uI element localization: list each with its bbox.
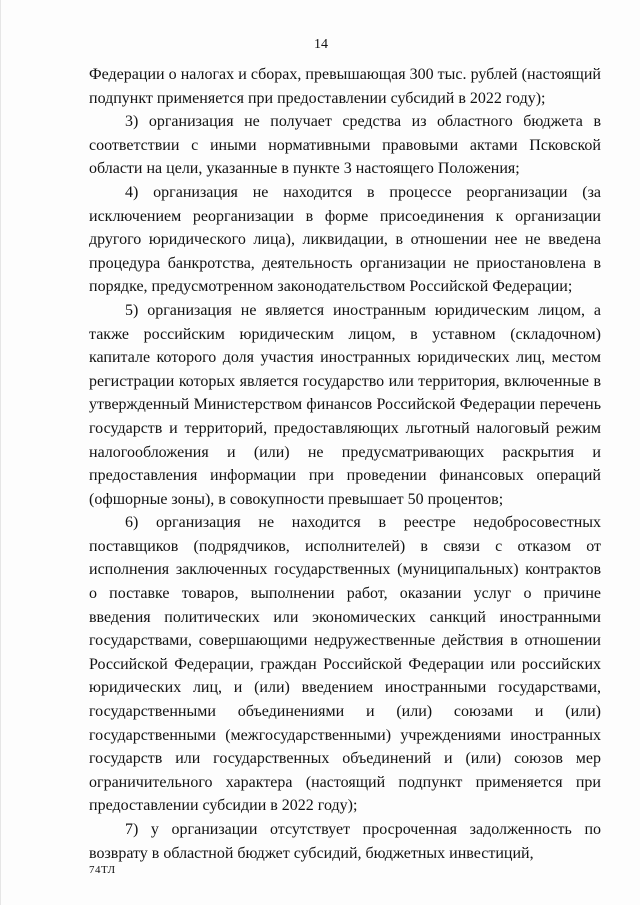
paragraph-item-5: 5) организация не является иностранным юридическим лицом, а также российским юридическим лицом, в уставном (складочном) капитале которого доля участия иностранных юридических лиц, местом регистрации которых является государство или территория, включенные в утвержденный Министерством финансов Российской Федерации перечень государств и территорий, предоставляющих льготный налоговый режим налогообложения и (или) не предусматривающих раскрытия и предоставления информации при проведении финансовых операций (офшорные зоны), в совокупности превышает 50 процентов; xyxy=(89,301,601,508)
paragraph-item-4: 4) организация не находится в процессе реорганизации (за исключением реорганизации в форме присоединения к организации другого юридического лица), ликвидации, в отношении нее не введена процедура банкротства, деятельность организации не приостановлена в порядке, предусмотренном законодательством Российской Федерации; xyxy=(89,183,601,296)
paragraph-item-3: 3) организация не получает средства из областного бюджета в соответствии с иными нормативными правовыми актами Псковской области на цели, указанные в пункте 3 настоящего Положения; xyxy=(89,113,601,178)
paragraph-item-6: 6) организация не находится в реестре недобросовестных поставщиков (подрядчиков, исполнителей) в связи с отказом от исполнения заключенных государственных (муниципальных) контрактов о поставке товаров, выполнении работ, оказании услуг о причине введения политических или экономических санкций иностранными государствами, совершающими недружественные действия в отношении Российской Федерации, граждан Российской Федерации или российских юридических лиц, и (или) введением иностранными государствами, государственными объединениями и (или) союзами и (или) государственными (межгосударственными) учреждениями иностранных государств или государственных объединений и (или) союзов мер ограничительного характера (настоящий подпункт применяется при предоставлении субсидии в 2022 году); xyxy=(89,514,601,815)
paragraph-continuation: Федерации о налогах и сборах, превышающая 300 тыс. рублей (настоящий подпункт применяется при предоставлении субсидий в 2022 году); xyxy=(89,66,601,107)
paragraph-item-7: 7) у организации отсутствует просроченная задолженность по возврату в областной бюджет субсидий, бюджетных инвестиций, xyxy=(89,821,601,862)
page-number: 14 xyxy=(314,37,328,52)
document-body xyxy=(89,63,601,865)
document-code: 74ТЛ xyxy=(89,864,116,876)
